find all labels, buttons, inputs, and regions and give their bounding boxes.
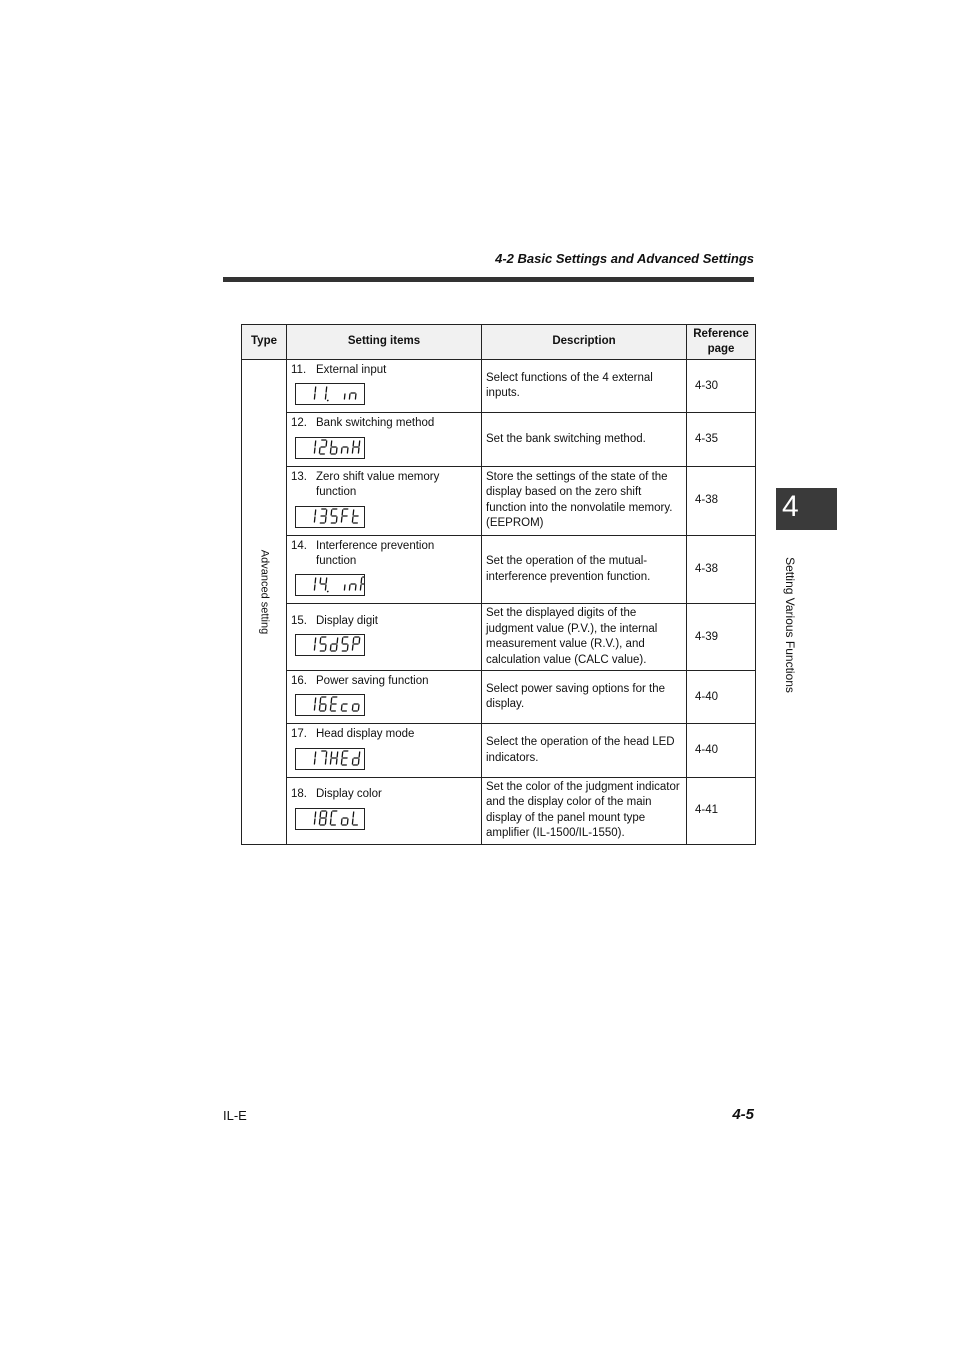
setting-item-cell	[287, 466, 482, 535]
lcd-glyphs	[296, 809, 364, 829]
setting-item-cell	[287, 671, 482, 724]
col-header-reference-line2: page	[707, 343, 735, 355]
col-header-type: Type	[242, 325, 287, 360]
setting-item-cell	[287, 360, 482, 413]
settings-table	[241, 324, 756, 845]
reference-page-cell: 4-39	[687, 604, 756, 671]
reference-page-cell: 4-38	[687, 466, 756, 535]
item-label: Display digit	[316, 615, 378, 628]
col-header-setting-items: Setting items	[287, 325, 482, 360]
reference-page-cell: 4-40	[687, 671, 756, 724]
item-label: Interference prevention function	[316, 539, 435, 568]
description-cell: Set the operation of the mutual-interference prevention function.	[482, 535, 687, 604]
item-number: 12.	[291, 417, 307, 430]
table-row	[242, 604, 756, 671]
lcd-display-icon	[295, 634, 365, 656]
lcd-display-icon	[295, 808, 365, 830]
item-label: Power saving function	[316, 675, 429, 688]
col-header-reference-page	[687, 325, 756, 360]
section-title: 4-2 Basic Settings and Advanced Settings	[495, 251, 754, 266]
lcd-glyphs	[296, 635, 364, 655]
item-number: 17.	[291, 728, 307, 741]
description-cell: Set the color of the judgment indicator and the display color of the main display of the panel mount type amplifier (IL-1500/IL-1550).	[482, 777, 687, 844]
setting-item-cell	[287, 777, 482, 844]
item-number: 14.	[291, 539, 307, 552]
table-row	[242, 413, 756, 466]
setting-item-cell	[287, 413, 482, 466]
lcd-glyphs	[296, 749, 364, 769]
description-cell: Store the settings of the state of the display based on the zero shift function into the nonvolatile memory. (EEPROM)	[482, 466, 687, 535]
col-header-reference-line1: Reference	[693, 328, 749, 340]
chapter-number: 4	[782, 490, 799, 523]
lcd-glyphs	[296, 438, 364, 458]
description-cell: Select the operation of the head LED indicators.	[482, 724, 687, 777]
setting-item-cell	[287, 604, 482, 671]
item-label: External input	[316, 364, 387, 376]
description-cell: Set the bank switching method.	[482, 413, 687, 466]
item-label: Head display mode	[316, 728, 415, 741]
item-number: 16.	[291, 675, 307, 688]
lcd-glyphs	[296, 695, 364, 715]
reference-page-cell: 4-41	[687, 777, 756, 844]
page-number: 4-5	[732, 1106, 754, 1123]
lcd-display-icon	[295, 506, 365, 528]
table-header-row	[242, 325, 756, 360]
lcd-display-icon	[295, 437, 365, 459]
item-label: Display color	[316, 788, 382, 801]
table-row	[242, 535, 756, 604]
type-label: Advanced setting	[258, 549, 271, 635]
footer-manual-code: IL-E	[223, 1108, 247, 1123]
chapter-tab	[776, 488, 837, 530]
lcd-display-icon	[295, 748, 365, 770]
reference-page-cell: 4-35	[687, 413, 756, 466]
item-number: 13.	[291, 470, 307, 483]
table-row	[242, 777, 756, 844]
lcd-display-icon	[295, 694, 365, 716]
table-row	[242, 466, 756, 535]
description-cell: Select functions of the 4 external inputs.	[482, 360, 687, 413]
item-label: Zero shift value memory function	[316, 470, 440, 499]
table-row	[242, 724, 756, 777]
lcd-glyphs	[296, 384, 364, 404]
col-header-description: Description	[482, 325, 687, 360]
item-number: 18.	[291, 788, 307, 801]
item-label: Bank switching method	[316, 417, 435, 430]
reference-page-cell: 4-30	[687, 360, 756, 413]
reference-page-cell: 4-40	[687, 724, 756, 777]
table-row	[242, 671, 756, 724]
table-row	[242, 360, 756, 413]
description-cell: Set the displayed digits of the judgment value (P.V.), the internal measurement value (R.V.), and calculation value (CALC value).	[482, 604, 687, 671]
type-cell	[242, 360, 287, 845]
lcd-glyphs	[296, 575, 364, 595]
header-rule	[223, 277, 754, 282]
lcd-glyphs	[296, 507, 364, 527]
item-number: 11.	[291, 364, 307, 376]
reference-page-cell: 4-38	[687, 535, 756, 604]
chapter-title: Setting Various Functions	[783, 557, 797, 693]
lcd-display-icon	[295, 383, 365, 405]
description-cell: Select power saving options for the display.	[482, 671, 687, 724]
lcd-display-icon	[295, 574, 365, 596]
item-number: 15.	[291, 615, 307, 628]
setting-item-cell	[287, 724, 482, 777]
setting-item-cell	[287, 535, 482, 604]
